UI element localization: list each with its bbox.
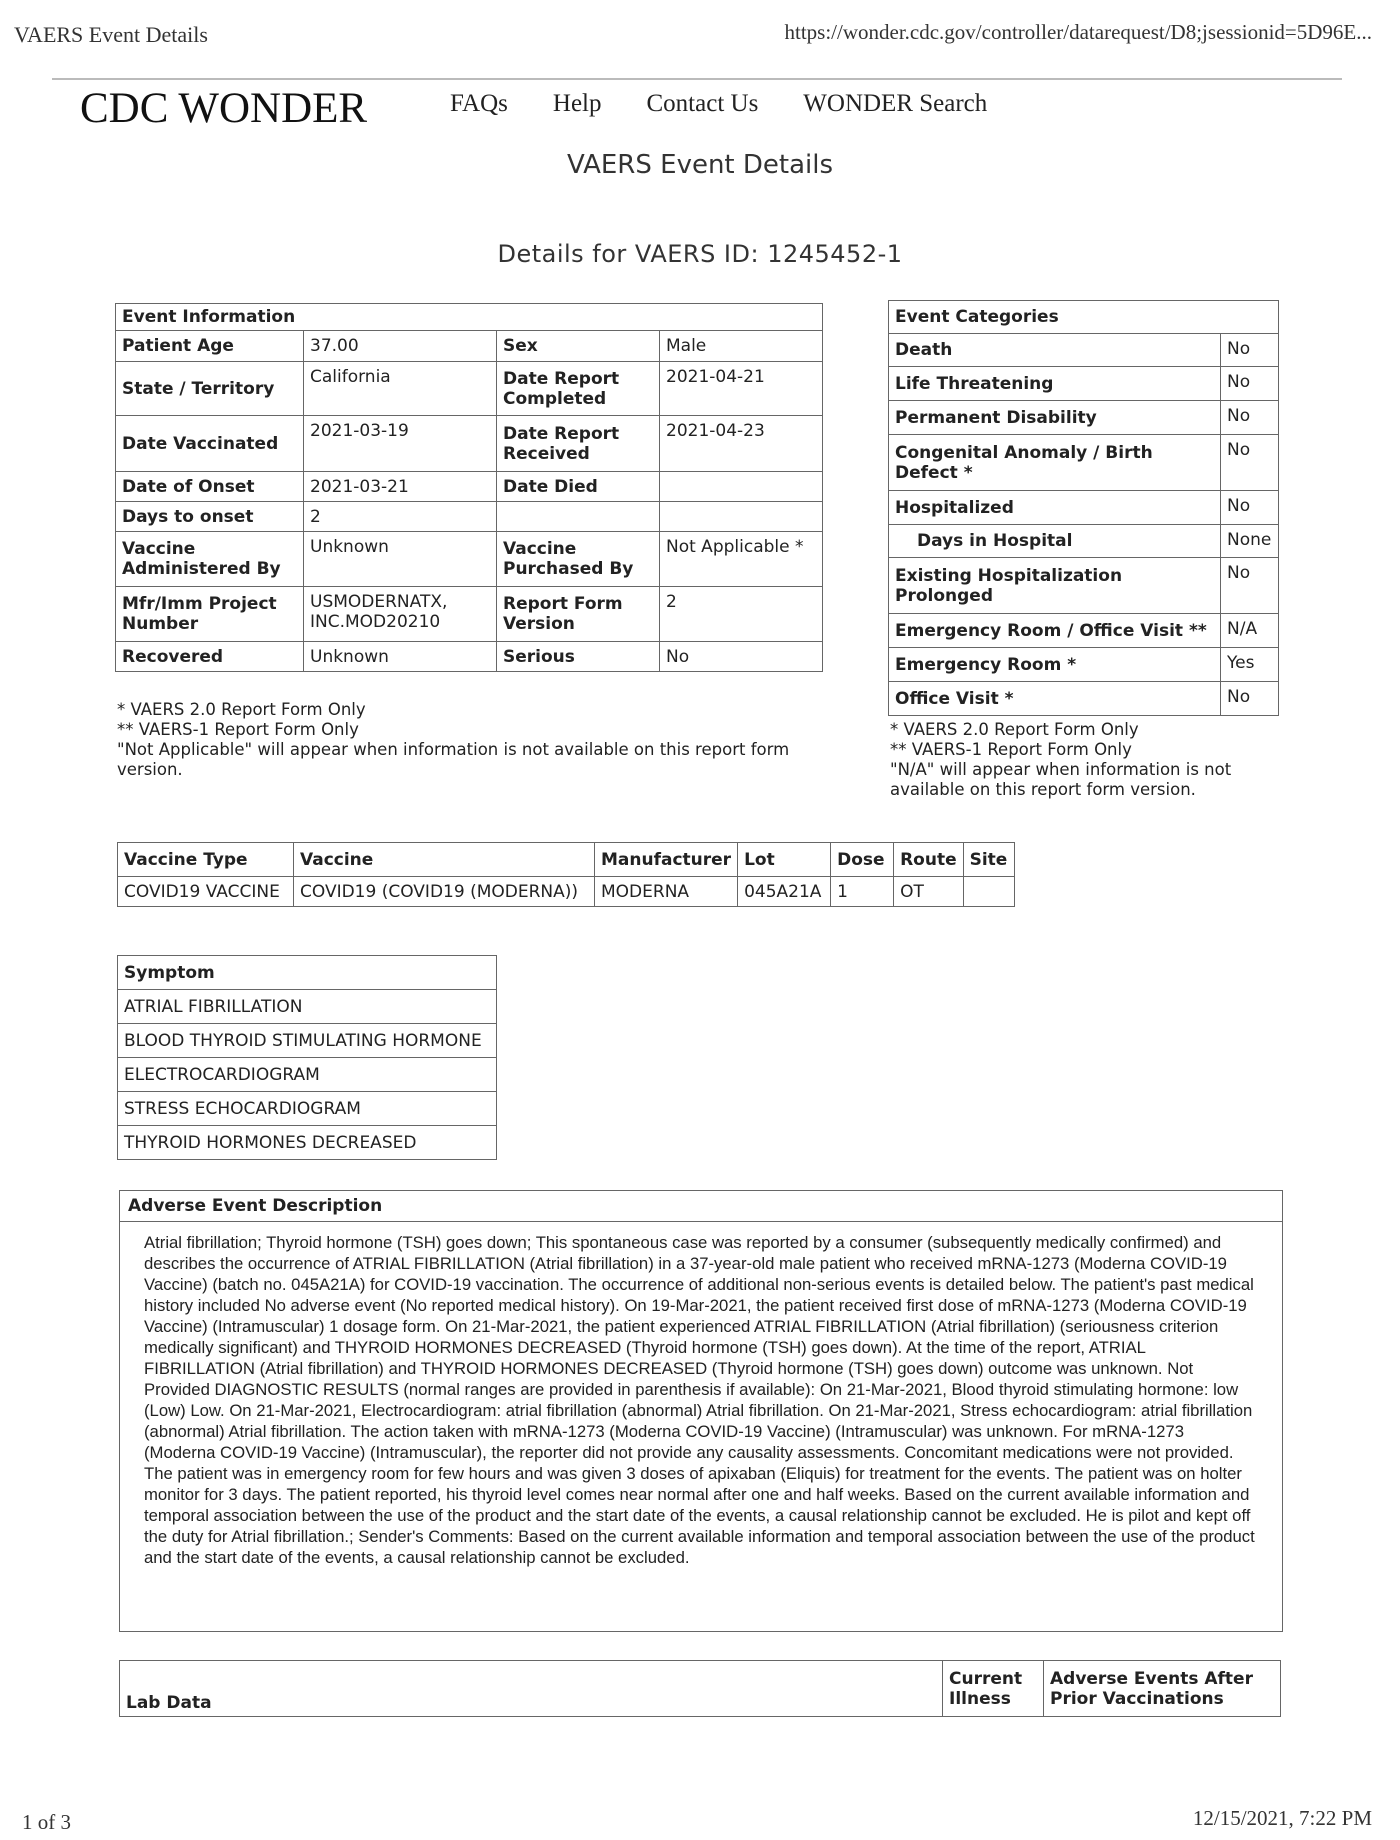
value-recovered: Unknown	[304, 642, 497, 672]
note-line: "N/A" will appear when information is not available on this report form version.	[890, 760, 1232, 799]
value-mfr-project-number: USMODERNATX, INC.MOD20210	[304, 587, 497, 642]
adverse-event-description-box	[119, 1190, 1283, 1632]
symptom-item: ELECTROCARDIOGRAM	[118, 1058, 497, 1092]
event-categories-notes	[890, 720, 1290, 800]
lab-data-table	[119, 1660, 1281, 1717]
event-categories-table	[888, 300, 1279, 716]
value-life-threatening: No	[1221, 367, 1279, 401]
col-manufacturer: Manufacturer	[595, 843, 738, 877]
print-header-url: https://wonder.cdc.gov/controller/datarequest/D8;jsessionid=5D96E...	[784, 20, 1372, 44]
symptom-item: THYROID HORMONES DECREASED	[118, 1126, 497, 1160]
label-life-threatening: Life Threatening	[889, 367, 1221, 401]
label-death: Death	[889, 334, 1221, 367]
print-footer-page: 1 of 3	[22, 1810, 71, 1834]
label-recovered: Recovered	[116, 642, 304, 672]
label-vaccine-administered-by: Vaccine Administered By	[116, 532, 304, 587]
value-sex: Male	[660, 331, 823, 362]
cell-vaccine: COVID19 (COVID19 (MODERNA))	[294, 877, 595, 907]
top-nav	[450, 90, 987, 118]
value-permanent-disability: No	[1221, 401, 1279, 435]
value-report-form-version: 2	[660, 587, 823, 642]
value-office-visit: No	[1221, 682, 1279, 716]
label-patient-age: Patient Age	[116, 331, 304, 362]
note-line: * VAERS 2.0 Report Form Only	[890, 720, 1139, 739]
empty-cell	[660, 502, 823, 532]
value-hospitalized: No	[1221, 491, 1279, 525]
symptom-item: ATRIAL FIBRILLATION	[118, 990, 497, 1024]
label-congenital-anomaly: Congenital Anomaly / Birth Defect *	[889, 435, 1221, 491]
label-er-office-visit: Emergency Room / Office Visit **	[889, 614, 1221, 648]
label-sex: Sex	[497, 331, 660, 362]
vaers-id-heading: Details for VAERS ID: 1245452-1	[497, 240, 903, 268]
label-permanent-disability: Permanent Disability	[889, 401, 1221, 435]
label-state: State / Territory	[116, 362, 304, 416]
col-vaccine: Vaccine	[294, 843, 595, 877]
page-title: VAERS Event Details	[566, 150, 834, 180]
col-lot: Lot	[738, 843, 831, 877]
cell-site	[963, 877, 1014, 907]
value-vaccine-purchased-by: Not Applicable *	[660, 532, 823, 587]
print-header-title: VAERS Event Details	[14, 22, 208, 47]
value-state: California	[304, 362, 497, 416]
label-date-died: Date Died	[497, 472, 660, 502]
cell-manufacturer: MODERNA	[595, 877, 738, 907]
value-patient-age: 37.00	[304, 331, 497, 362]
empty-cell	[497, 502, 660, 532]
symptom-header: Symptom	[118, 956, 497, 990]
label-hospitalization-prolonged: Existing Hospitalization Prolonged	[889, 558, 1221, 614]
cell-dose: 1	[831, 877, 894, 907]
col-lab-data: Lab Data	[120, 1661, 943, 1717]
col-route: Route	[894, 843, 964, 877]
nav-contact-link[interactable]: Contact Us	[646, 90, 759, 117]
value-hospitalization-prolonged: No	[1221, 558, 1279, 614]
table-row	[118, 877, 1015, 907]
site-logo[interactable]: CDC WONDER	[80, 85, 368, 132]
header-divider	[52, 78, 1342, 80]
label-date-report-received: Date Report Received	[497, 416, 660, 472]
note-line: * VAERS 2.0 Report Form Only	[117, 700, 366, 719]
value-date-report-received: 2021-04-23	[660, 416, 823, 472]
value-congenital-anomaly: No	[1221, 435, 1279, 491]
label-days-to-onset: Days to onset	[116, 502, 304, 532]
event-categories-header: Event Categories	[889, 301, 1279, 334]
note-line: ** VAERS-1 Report Form Only	[890, 740, 1132, 759]
label-vaccine-purchased-by: Vaccine Purchased By	[497, 532, 660, 587]
cell-route: OT	[894, 877, 964, 907]
value-days-in-hospital: None	[1221, 525, 1279, 558]
label-mfr-project-number: Mfr/Imm Project Number	[116, 587, 304, 642]
label-emergency-room: Emergency Room *	[889, 648, 1221, 682]
col-site: Site	[963, 843, 1014, 877]
label-report-form-version: Report Form Version	[497, 587, 660, 642]
label-days-in-hospital: Days in Hospital	[889, 525, 1221, 558]
label-date-vaccinated: Date Vaccinated	[116, 416, 304, 472]
event-information-header: Event Information	[116, 304, 823, 331]
event-information-table	[115, 303, 823, 672]
symptom-item: BLOOD THYROID STIMULATING HORMONE	[118, 1024, 497, 1058]
adverse-event-description-header: Adverse Event Description	[120, 1191, 1282, 1222]
col-dose: Dose	[831, 843, 894, 877]
print-footer-datetime: 12/15/2021, 7:22 PM	[1192, 1806, 1372, 1830]
event-info-notes	[117, 700, 837, 780]
value-vaccine-administered-by: Unknown	[304, 532, 497, 587]
col-vaccine-type: Vaccine Type	[118, 843, 294, 877]
value-date-vaccinated: 2021-03-19	[304, 416, 497, 472]
symptom-item: STRESS ECHOCARDIOGRAM	[118, 1092, 497, 1126]
adverse-event-description-text: Atrial fibrillation; Thyroid hormone (TSH) goes down; This spontaneous case was reported by a consumer (subsequently medically confirmed) and describes the occurrence of ATRIAL FIBRILLATION (Atrial fibrillation) in a 37-year-old male patient who received mRNA-1273 (Moderna COVID-19 Vaccine) (batch no. 045A21A) for COVID-19 vaccination. The occurrence of additional non-serious events is detailed below. The patient's past medical history included No adverse event (No reported medical history). On 19-Mar-2021, the patient received first dose of mRNA-1273 (Moderna COVID-19 Vaccine) (Intramuscular) 1 dosage form. On 21-Mar-2021, the patient experienced ATRIAL FIBRILLATION (Atrial fibrillation) (seriousness criterion medically significant) and THYROID HORMONES DECREASED (Thyroid hormone (TSH) goes down). At the time of the report, ATRIAL FIBRILLATION (Atrial fibrillation) and THYROID HORMONES DECREASED (Thyroid hormone (TSH) goes down) outcome was unknown. Not Provided DIAGNOSTIC RESULTS (normal ranges are provided in parenthesis if available): On 21-Mar-2021, Blood thyroid stimulating hormone: low (Low) Low. On 21-Mar-2021, Electrocardiogram: atrial fibrillation (abnormal) Atrial fibrillation. On 21-Mar-2021, Stress echocardiogram: atrial fibrillation (abnormal) Atrial fibrillation. The action taken with mRNA-1273 (Moderna COVID-19 Vaccine) (Intramuscular) was unknown. For mRNA-1273 (Moderna COVID-19 Vaccine) (Intramuscular), the reporter did not provide any causality assessments. Concomitant medications were not provided. The patient was in emergency room for few hours and was given 3 doses of apixaban (Eliquis) for treatment for the events. The patient was on holter monitor for 3 days. The patient reported, his thyroid level comes near normal after one and half weeks. Based on the current available information and temporal association between the use of the product and the start date of the events, a causal relationship cannot be excluded. He is pilot and kept off the duty for Atrial fibrillation.; Sender's Comments: Based on the current available information and temporal association between the use of the product and the start date of the events, a causal relationship cannot be excluded.	[144, 1233, 1255, 1567]
col-current-illness: Current Illness	[943, 1661, 1044, 1717]
cell-lot: 045A21A	[738, 877, 831, 907]
label-hospitalized: Hospitalized	[889, 491, 1221, 525]
label-serious: Serious	[497, 642, 660, 672]
value-emergency-room: Yes	[1221, 648, 1279, 682]
value-date-died	[660, 472, 823, 502]
nav-faqs-link[interactable]: FAQs	[450, 90, 508, 117]
vaccine-table	[117, 842, 1015, 907]
value-days-to-onset: 2	[304, 502, 497, 532]
value-death: No	[1221, 334, 1279, 367]
value-date-report-completed: 2021-04-21	[660, 362, 823, 416]
label-date-report-completed: Date Report Completed	[497, 362, 660, 416]
value-date-of-onset: 2021-03-21	[304, 472, 497, 502]
note-line: ** VAERS-1 Report Form Only	[117, 720, 359, 739]
value-er-office-visit: N/A	[1221, 614, 1279, 648]
label-office-visit: Office Visit *	[889, 682, 1221, 716]
label-date-of-onset: Date of Onset	[116, 472, 304, 502]
cell-vaccine-type: COVID19 VACCINE	[118, 877, 294, 907]
col-adverse-events-prior: Adverse Events After Prior Vaccinations	[1044, 1661, 1281, 1717]
symptom-table	[117, 955, 497, 1160]
nav-help-link[interactable]: Help	[552, 90, 602, 117]
nav-wonder-search-link[interactable]: WONDER Search	[803, 90, 988, 117]
value-serious: No	[660, 642, 823, 672]
note-line: "Not Applicable" will appear when information is not available on this report form version.	[117, 740, 790, 779]
